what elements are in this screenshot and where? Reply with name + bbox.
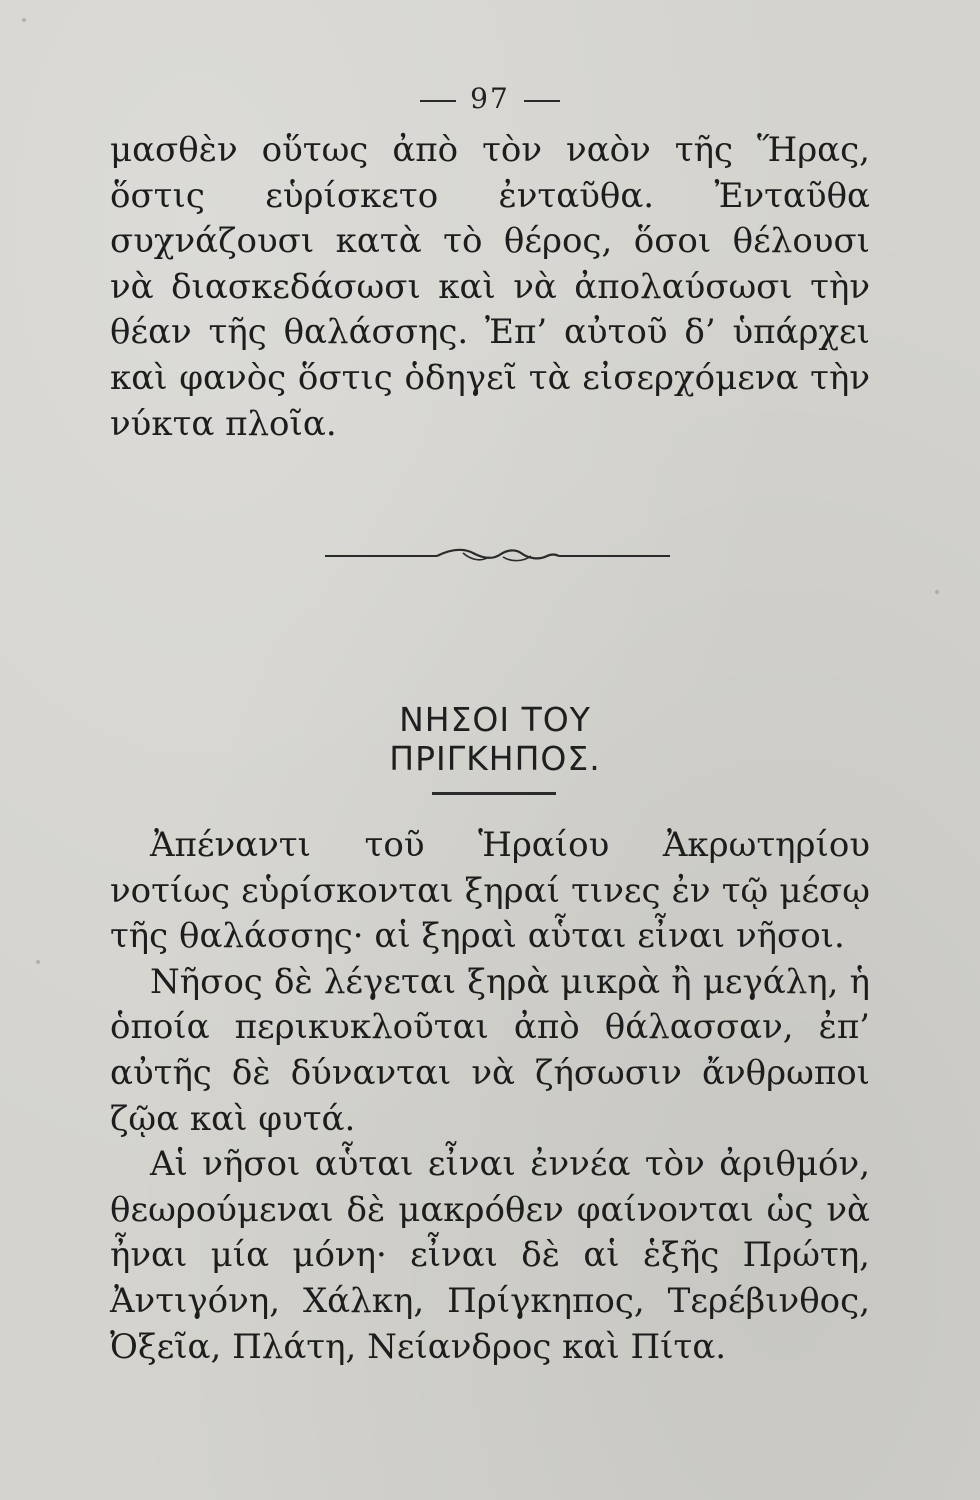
paper-speck — [935, 590, 939, 594]
continuation-text — [110, 128, 870, 447]
section-title: ΝΗΣΟΙ ΤΟΥ ΠΡΙΓΚΗΠΟΣ. — [389, 700, 601, 778]
paper-speck — [36, 960, 40, 964]
paragraph: Νῆσος δὲ λέγεται ξηρὰ μικρὰ ἢ μεγάλη, ἡ ὁποία περικυκλοῦται ἀπὸ θάλασσαν, ἐπ’ αὐτῆς δὲ δύνανται νὰ ζήσωσιν ἄνθρωποι ζῷα καὶ φυτά. — [110, 961, 870, 1139]
page-number: 97 — [470, 82, 510, 115]
section-body — [110, 823, 870, 1370]
paper-speck — [22, 18, 26, 22]
ornamental-divider — [325, 544, 670, 568]
page-number-header — [0, 82, 980, 115]
paragraph: Ἀπέναντι τοῦ Ἡραίου Ἀκρωτηρίου νοτίως εὑρίσκονται ξηραί τινες ἐν τῷ μέσῳ τῆς θαλάσσης· αἱ ξηραὶ αὗται εἶναι νῆσοι. — [110, 825, 870, 957]
heading-underline-rule — [432, 792, 556, 795]
paragraph: Αἱ νῆσοι αὗται εἶναι ἐννέα τὸν ἀριθμόν, θεωρούμεναι δὲ μακρόθεν φαίνονται ὡς νὰ ἦναι μία μόνη· εἶναι δὲ αἱ ἑξῆς Πρώτη, Ἀντιγόνη, Χάλκη, Πρίγκηπος, Τερέβινθος, Ὀξεῖα, Πλάτη, Νείανδρος καὶ Πίτα. — [110, 1144, 870, 1367]
paragraph: μασθὲν οὕτως ἀπὸ τὸν ναὸν τῆς Ἥρας, ὅστις εὑρίσκετο ἐνταῦθα. Ἐνταῦθα συχνάζουσι κατὰ τὸ θέρος, ὅσοι θέλουσι νὰ διασκεδάσωσι καὶ νὰ ἀπολαύσωσι τὴν θέαν τῆς θαλάσσης. Ἐπ’ αὐτοῦ δ’ ὑπάρχει καὶ φανὸς ὅστις ὁδηγεῖ τὰ εἰσερχόμενα τὴν νύκτα πλοῖα. — [110, 130, 870, 444]
page-number-dash-left — [420, 100, 456, 102]
page-number-dash-right — [524, 100, 560, 102]
